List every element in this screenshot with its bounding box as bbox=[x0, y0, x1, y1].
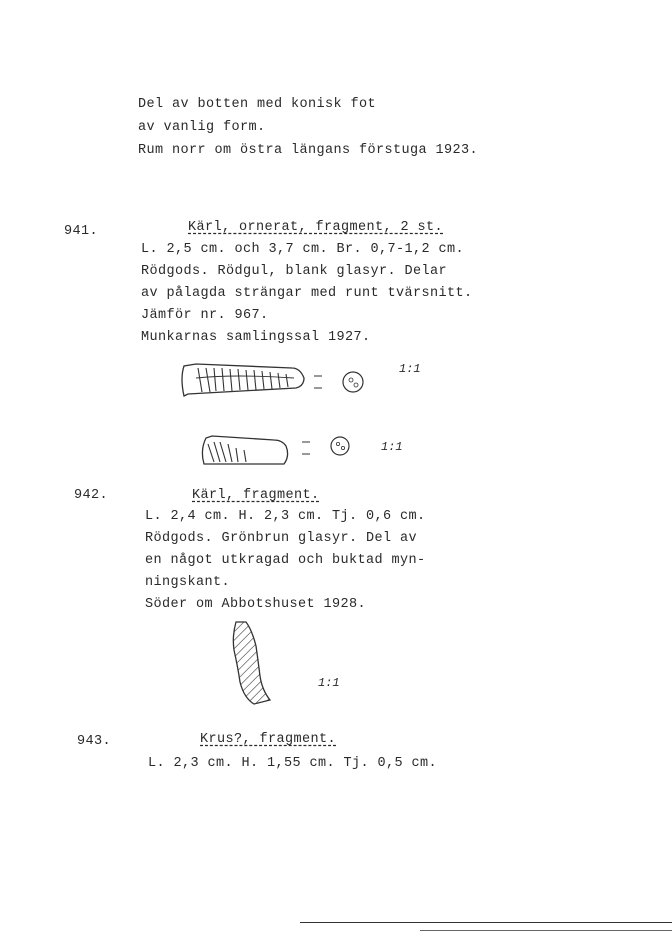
scale-label: 1:1 bbox=[381, 440, 403, 454]
page-edge-line bbox=[300, 922, 672, 923]
intro-line: Rum norr om östra längans förstuga 1923. bbox=[138, 143, 479, 158]
entry-title: Kärl, ornerat, fragment, 2 st. bbox=[188, 220, 444, 235]
entry-line: en något utkragad och buktad myn- bbox=[145, 553, 426, 568]
entry-line: Munkarnas samlingssal 1927. bbox=[141, 330, 371, 345]
entry-line: L. 2,5 cm. och 3,7 cm. Br. 0,7-1,2 cm. bbox=[141, 242, 465, 257]
fragment-sketch-icon bbox=[198, 430, 368, 470]
entry-number: 943. bbox=[77, 734, 112, 749]
entry-line: Rödgods. Rödgul, blank glasyr. Delar bbox=[141, 264, 448, 279]
entry-line: av pålagda strängar med runt tvärsnitt. bbox=[141, 286, 473, 301]
scale-label: 1:1 bbox=[318, 676, 340, 690]
entry-line: ningskant. bbox=[145, 575, 231, 590]
intro-line: Del av botten med konisk fot bbox=[138, 97, 377, 112]
entry-title: Kärl, fragment. bbox=[192, 488, 320, 503]
scale-label: 1:1 bbox=[399, 362, 421, 376]
entry-number: 941. bbox=[64, 224, 99, 239]
entry-line: L. 2,4 cm. H. 2,3 cm. Tj. 0,6 cm. bbox=[145, 509, 426, 524]
page-edge-line bbox=[420, 930, 672, 931]
entry-line: Rödgods. Grönbrun glasyr. Del av bbox=[145, 531, 418, 546]
fragment-sketch-icon bbox=[176, 358, 376, 402]
profile-sketch-icon bbox=[224, 616, 284, 708]
entry-title: Krus?, fragment. bbox=[200, 732, 337, 747]
entry-number: 942. bbox=[74, 488, 109, 503]
intro-line: av vanlig form. bbox=[138, 120, 266, 135]
entry-line: L. 2,3 cm. H. 1,55 cm. Tj. 0,5 cm. bbox=[148, 756, 438, 771]
entry-line: Söder om Abbotshuset 1928. bbox=[145, 597, 367, 612]
entry-line: Jämför nr. 967. bbox=[141, 308, 269, 323]
